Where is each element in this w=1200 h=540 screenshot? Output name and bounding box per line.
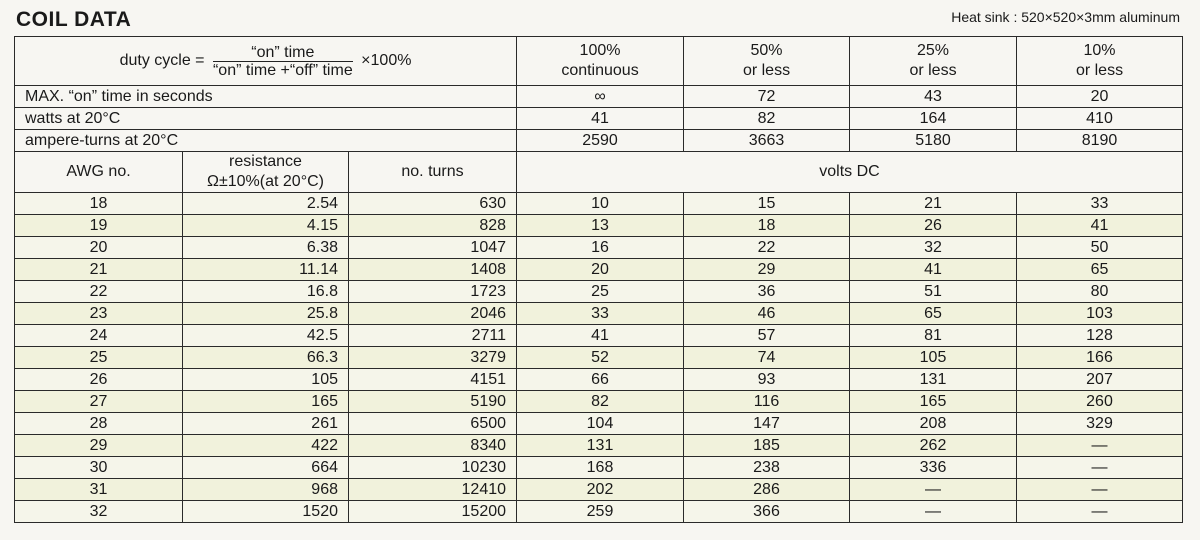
cell-volts: 41 <box>850 259 1017 281</box>
cell-volts: 262 <box>850 435 1017 457</box>
cell-resistance: 66.3 <box>183 347 349 369</box>
spec-label: MAX. “on” time in seconds <box>15 86 517 108</box>
cell-volts: 18 <box>684 215 850 237</box>
cell-volts: — <box>850 501 1017 523</box>
table-row <box>15 215 1183 237</box>
duty-col-percent: 10% <box>1083 42 1116 59</box>
spec-value: 41 <box>517 108 684 130</box>
cell-volts: 259 <box>517 501 684 523</box>
spec-value: 82 <box>684 108 850 130</box>
cell-turns: 15200 <box>349 501 517 523</box>
cell-awg: 26 <box>15 369 183 391</box>
cell-volts: 131 <box>850 369 1017 391</box>
table-row <box>15 435 1183 457</box>
spec-value: 164 <box>850 108 1017 130</box>
cell-volts: 80 <box>1017 281 1183 303</box>
header-resistance <box>183 152 349 193</box>
cell-resistance: 16.8 <box>183 281 349 303</box>
cell-volts: 32 <box>850 237 1017 259</box>
cell-volts: 329 <box>1017 413 1183 435</box>
spec-value: 5180 <box>850 130 1017 152</box>
spec-value: 20 <box>1017 86 1183 108</box>
duty-col-qualifier: or less <box>1075 62 1124 79</box>
cell-volts: 103 <box>1017 303 1183 325</box>
fraction-numerator: “on” time <box>213 44 353 62</box>
cell-volts: 57 <box>684 325 850 347</box>
cell-turns: 1047 <box>349 237 517 259</box>
cell-awg: 20 <box>15 237 183 259</box>
cell-resistance: 422 <box>183 435 349 457</box>
spec-label: watts at 20°C <box>15 108 517 130</box>
cell-resistance: 664 <box>183 457 349 479</box>
cell-turns: 5190 <box>349 391 517 413</box>
cell-turns: 630 <box>349 193 517 215</box>
spec-row-ampere-turns <box>15 130 1183 152</box>
duty-col-qualifier: continuous <box>561 62 639 79</box>
duty-col-percent: 100% <box>579 42 621 59</box>
cell-volts: 52 <box>517 347 684 369</box>
cell-volts: 147 <box>684 413 850 435</box>
cell-awg: 31 <box>15 479 183 501</box>
cell-volts: 25 <box>517 281 684 303</box>
cell-resistance: 968 <box>183 479 349 501</box>
cell-volts: 286 <box>684 479 850 501</box>
spec-value: 8190 <box>1017 130 1183 152</box>
cell-volts: — <box>1017 501 1183 523</box>
table-row <box>15 259 1183 281</box>
cell-volts: 46 <box>684 303 850 325</box>
table-row <box>15 325 1183 347</box>
cell-volts: 202 <box>517 479 684 501</box>
table-row <box>15 501 1183 523</box>
cell-turns: 2711 <box>349 325 517 347</box>
cell-volts: 74 <box>684 347 850 369</box>
cell-volts: 238 <box>684 457 850 479</box>
duty-col-50 <box>684 37 850 86</box>
cell-resistance: 42.5 <box>183 325 349 347</box>
duty-cycle-row <box>15 37 1183 86</box>
spec-value: 410 <box>1017 108 1183 130</box>
table-row <box>15 193 1183 215</box>
cell-volts: 207 <box>1017 369 1183 391</box>
spec-row-max-on-time <box>15 86 1183 108</box>
cell-volts: 29 <box>684 259 850 281</box>
duty-col-100 <box>517 37 684 86</box>
cell-turns: 1408 <box>349 259 517 281</box>
table-row <box>15 369 1183 391</box>
heat-sink-note: Heat sink : 520×520×3mm aluminum <box>951 9 1180 25</box>
cell-turns: 2046 <box>349 303 517 325</box>
cell-volts: 26 <box>850 215 1017 237</box>
cell-turns: 8340 <box>349 435 517 457</box>
cell-resistance: 165 <box>183 391 349 413</box>
cell-volts: 168 <box>517 457 684 479</box>
cell-volts: 82 <box>517 391 684 413</box>
cell-resistance: 4.15 <box>183 215 349 237</box>
cell-volts: 36 <box>684 281 850 303</box>
duty-col-percent: 25% <box>917 42 950 59</box>
header-resistance-line1: resistance <box>229 153 302 170</box>
cell-volts: 131 <box>517 435 684 457</box>
duty-cycle-fraction <box>213 44 353 79</box>
cell-awg: 28 <box>15 413 183 435</box>
cell-volts: 65 <box>1017 259 1183 281</box>
duty-cycle-multiplier: ×100% <box>361 52 412 70</box>
spec-value: 3663 <box>684 130 850 152</box>
duty-cycle-formula <box>15 37 517 86</box>
fraction-denominator: “on” time +“off” time <box>212 61 353 79</box>
cell-volts: 33 <box>517 303 684 325</box>
cell-volts: 366 <box>684 501 850 523</box>
cell-volts: 20 <box>517 259 684 281</box>
cell-volts: 81 <box>850 325 1017 347</box>
table-row <box>15 413 1183 435</box>
cell-volts: 16 <box>517 237 684 259</box>
duty-col-percent: 50% <box>750 42 783 59</box>
cell-resistance: 105 <box>183 369 349 391</box>
duty-cycle-label: duty cycle = <box>119 52 205 70</box>
spec-value: 2590 <box>517 130 684 152</box>
cell-resistance: 25.8 <box>183 303 349 325</box>
cell-awg: 18 <box>15 193 183 215</box>
cell-volts: 50 <box>1017 237 1183 259</box>
duty-col-qualifier: or less <box>742 62 791 79</box>
duty-col-qualifier: or less <box>909 62 957 79</box>
cell-volts: 166 <box>1017 347 1183 369</box>
cell-turns: 4151 <box>349 369 517 391</box>
cell-turns: 12410 <box>349 479 517 501</box>
table-row <box>15 347 1183 369</box>
cell-awg: 32 <box>15 501 183 523</box>
cell-resistance: 2.54 <box>183 193 349 215</box>
table-row <box>15 237 1183 259</box>
spec-value: 72 <box>684 86 850 108</box>
cell-volts: 336 <box>850 457 1017 479</box>
cell-volts: 105 <box>850 347 1017 369</box>
cell-volts: 208 <box>850 413 1017 435</box>
duty-col-25 <box>850 37 1017 86</box>
spec-value: ∞ <box>517 86 684 108</box>
header-volts-dc: volts DC <box>517 152 1183 193</box>
cell-awg: 25 <box>15 347 183 369</box>
spec-value: 43 <box>850 86 1017 108</box>
cell-volts: 15 <box>684 193 850 215</box>
header-resistance-line2: Ω±10%(at 20°C) <box>207 173 324 190</box>
cell-volts: 41 <box>517 325 684 347</box>
page-title: COIL DATA <box>16 8 132 31</box>
cell-awg: 23 <box>15 303 183 325</box>
cell-awg: 22 <box>15 281 183 303</box>
cell-volts: — <box>1017 479 1183 501</box>
table-row <box>15 303 1183 325</box>
header-turns: no. turns <box>349 152 517 193</box>
cell-volts: 33 <box>1017 193 1183 215</box>
table-row <box>15 391 1183 413</box>
cell-volts: 104 <box>517 413 684 435</box>
coil-data-table <box>14 36 1183 523</box>
column-header-row <box>15 152 1183 193</box>
cell-awg: 21 <box>15 259 183 281</box>
table-row <box>15 281 1183 303</box>
cell-volts: — <box>1017 435 1183 457</box>
header-awg: AWG no. <box>15 152 183 193</box>
cell-volts: 66 <box>517 369 684 391</box>
cell-volts: — <box>850 479 1017 501</box>
cell-volts: 22 <box>684 237 850 259</box>
cell-volts: 116 <box>684 391 850 413</box>
cell-volts: 93 <box>684 369 850 391</box>
cell-resistance: 6.38 <box>183 237 349 259</box>
spec-label: ampere-turns at 20°C <box>15 130 517 152</box>
cell-awg: 30 <box>15 457 183 479</box>
cell-volts: 41 <box>1017 215 1183 237</box>
cell-turns: 3279 <box>349 347 517 369</box>
cell-awg: 29 <box>15 435 183 457</box>
table-row <box>15 479 1183 501</box>
table-row <box>15 457 1183 479</box>
cell-volts: 65 <box>850 303 1017 325</box>
cell-turns: 10230 <box>349 457 517 479</box>
cell-resistance: 261 <box>183 413 349 435</box>
cell-resistance: 1520 <box>183 501 349 523</box>
cell-awg: 27 <box>15 391 183 413</box>
cell-awg: 24 <box>15 325 183 347</box>
cell-turns: 6500 <box>349 413 517 435</box>
cell-volts: 185 <box>684 435 850 457</box>
duty-col-10 <box>1017 37 1183 86</box>
cell-volts: 51 <box>850 281 1017 303</box>
cell-volts: 260 <box>1017 391 1183 413</box>
cell-awg: 19 <box>15 215 183 237</box>
cell-volts: 128 <box>1017 325 1183 347</box>
cell-volts: 13 <box>517 215 684 237</box>
cell-volts: 165 <box>850 391 1017 413</box>
cell-volts: 10 <box>517 193 684 215</box>
spec-row-watts <box>15 108 1183 130</box>
cell-resistance: 11.14 <box>183 259 349 281</box>
cell-volts: 21 <box>850 193 1017 215</box>
cell-turns: 828 <box>349 215 517 237</box>
cell-volts: — <box>1017 457 1183 479</box>
cell-turns: 1723 <box>349 281 517 303</box>
